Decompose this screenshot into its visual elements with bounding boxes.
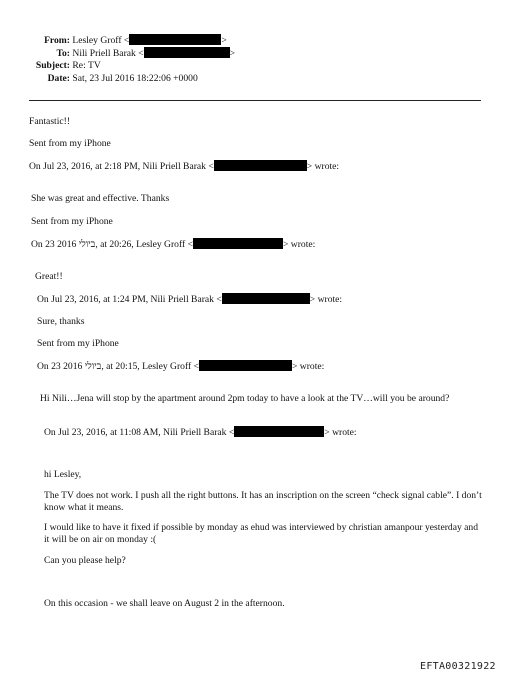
document-id: EFTA00321922: [420, 661, 496, 672]
quote-header-text: > wrote:: [324, 427, 357, 438]
body-line: Sent from my iPhone: [37, 338, 119, 349]
quote-header: [31, 238, 315, 251]
body-line: Sent from my iPhone: [31, 216, 113, 227]
redaction-bar: [199, 360, 292, 371]
date-label: Date:: [47, 73, 70, 84]
redaction-bar: [144, 47, 230, 58]
quote-header-text: On 23 2016 ביולי, at 20:15, Lesley Groff <: [37, 361, 199, 372]
body-line: On this occasion - we shall leave on August 2 in the afternoon.: [44, 598, 285, 609]
body-line: Hi Nili…Jena will stop by the apartment around 2pm today to have a look at the TV…will you be around?: [40, 393, 450, 404]
date-value: Sat, 23 Jul 2016 18:22:06 +0000: [72, 73, 198, 84]
body-line: Fantastic!!: [29, 116, 71, 127]
header-to-row: [10, 47, 235, 60]
from-close: >: [221, 35, 227, 46]
body-line: Great!!: [35, 271, 63, 282]
redaction-bar: [234, 426, 324, 437]
quote-header-text: > wrote:: [309, 294, 343, 305]
from-name: Lesley Groff <: [72, 35, 130, 46]
quote-header: [29, 160, 339, 173]
body-line: Sent from my iPhone: [29, 138, 111, 149]
redaction-bar: [222, 293, 310, 304]
header-divider: [29, 100, 481, 101]
redaction-bar: [129, 34, 221, 45]
to-close: >: [229, 48, 236, 59]
to-name: Nili Priell Barak <: [72, 48, 144, 59]
quote-header-text: On Jul 23, 2016, at 2:18 PM, Nili Priell Barak <: [29, 161, 214, 172]
header-date-row: [10, 73, 198, 85]
quote-header-text: > wrote:: [283, 239, 316, 250]
redaction-bar: [214, 160, 307, 171]
body-paragraph: I would like to have it fixed if possible by monday as ehud was interviewed by christian amanpour yesterday and it will be on air on monday :(: [44, 522, 479, 545]
quote-header: [37, 293, 342, 306]
quote-header-text: On Jul 23, 2016, at 1:24 PM, Nili Priell Barak <: [37, 294, 222, 305]
body-line: hi Lesley,: [44, 469, 82, 480]
to-label: To:: [56, 48, 70, 59]
quote-header: [37, 360, 324, 373]
quote-header: [44, 426, 357, 439]
body-line: Sure, thanks: [37, 316, 85, 327]
redaction-bar: [193, 238, 283, 249]
body-line: Can you please help?: [44, 555, 126, 566]
subject-value: Re: TV: [72, 60, 101, 71]
quote-header-text: On Jul 23, 2016, at 11:08 AM, Nili Priell Barak <: [44, 427, 235, 438]
quote-header-text: > wrote:: [292, 361, 325, 372]
quote-header-text: On 23 2016 ביולי, at 20:26, Lesley Groff <: [31, 239, 193, 250]
body-line: She was great and effective. Thanks: [31, 193, 170, 204]
body-paragraph: The TV does not work. I push all the right buttons. It has an inscription on the screen “check signal cable”. I don’t know what it means.: [44, 490, 482, 513]
from-label: From:: [44, 35, 70, 46]
quote-header-text: > wrote:: [306, 161, 340, 172]
subject-label: Subject:: [35, 60, 70, 71]
header-subject-row: [10, 60, 101, 72]
header-from-row: [10, 34, 227, 47]
